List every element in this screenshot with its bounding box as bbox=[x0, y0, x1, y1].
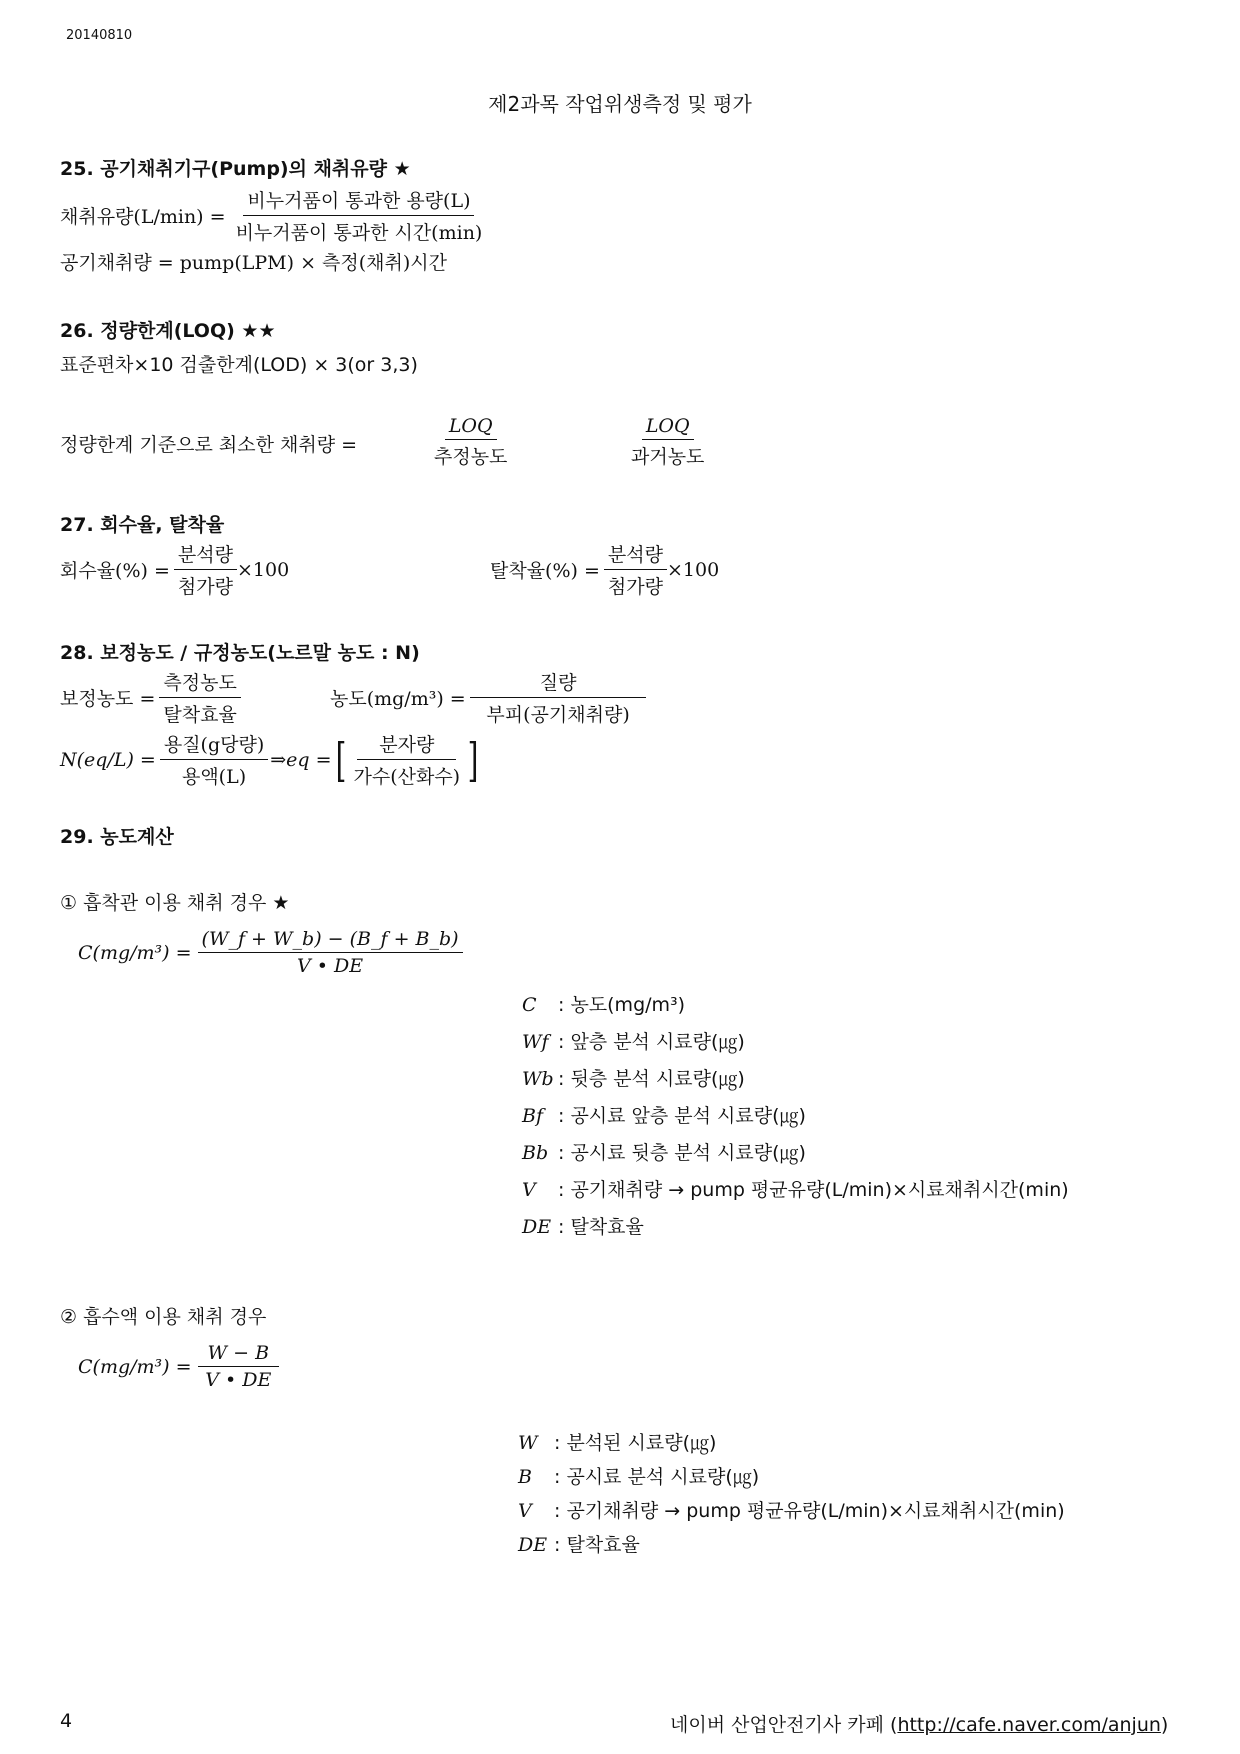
case2-legend-item bbox=[518, 1428, 1065, 1462]
case1-legend-item bbox=[522, 1064, 1069, 1101]
section-27-heading: 27. 회수율, 탈착율 bbox=[60, 514, 225, 536]
section-28-heading: 28. 보정농도 / 규정농도(노르말 농도 : N) bbox=[60, 642, 420, 664]
case1-legend-description: : 뒷층 분석 시료량(㎍) bbox=[558, 1068, 745, 1090]
corrected-concentration-formula bbox=[60, 668, 241, 727]
flow-rate-fraction bbox=[232, 186, 487, 245]
case1-legend-symbol: C bbox=[522, 994, 537, 1016]
air-sampling-volume-formula: 공기채취량 = pump(LPM) × 측정(채취)시간 bbox=[60, 252, 447, 274]
case1-numerator: (W_f + W_b) − (B_f + B_b) bbox=[198, 928, 463, 953]
case2-legend bbox=[518, 1428, 1065, 1564]
case2-legend-symbol: DE bbox=[518, 1534, 548, 1556]
normality-lhs: N(eq/L) = bbox=[60, 748, 156, 771]
case1-legend-symbol: Bb bbox=[522, 1142, 549, 1164]
case2-legend-symbol: B bbox=[518, 1466, 532, 1488]
loq-definition: 표준편차×10 검출한계(LOD) × 3(or 3,3) bbox=[60, 354, 418, 376]
case1-legend-item bbox=[522, 1027, 1069, 1064]
molecular-weight: 분자량 bbox=[357, 730, 456, 760]
case2-title: ② 흡수액 이용 채취 경우 bbox=[60, 1306, 267, 1328]
corrected-denominator: 탈착효율 bbox=[163, 704, 237, 726]
recovery-rate-lhs: 회수율(%) = bbox=[60, 560, 170, 582]
loq-numerator-2: LOQ bbox=[642, 415, 694, 440]
flow-rate-formula bbox=[60, 186, 486, 245]
case2-legend-description: : 탈착효율 bbox=[554, 1534, 640, 1556]
flow-rate-denominator: 비누거품이 통과한 시간(min) bbox=[235, 222, 483, 244]
recovery-multiplier: ×100 bbox=[236, 558, 290, 581]
case1-legend-symbol: Bf bbox=[522, 1105, 543, 1127]
case2-legend-symbol: W bbox=[518, 1432, 538, 1454]
subject-title: 제2과목 작업위생측정 및 평가 bbox=[488, 92, 752, 116]
section-29-heading: 29. 농도계산 bbox=[60, 826, 174, 848]
concentration-denominator: 부피(공기채취량) bbox=[486, 704, 630, 726]
case1-legend-item bbox=[522, 990, 1069, 1027]
past-concentration: 과거농도 bbox=[631, 446, 705, 468]
case1-title: ① 흡착관 이용 채취 경우 ★ bbox=[60, 892, 290, 914]
case2-legend-description: : 분석된 시료량(㎍) bbox=[554, 1432, 717, 1454]
footer-cafe bbox=[670, 1710, 1168, 1737]
valence: 가수(산화수) bbox=[353, 766, 461, 788]
desorption-denominator: 첨가량 bbox=[607, 576, 663, 598]
equivalent-arrow: ⇒eq = bbox=[270, 748, 332, 771]
case2-legend-item bbox=[518, 1496, 1065, 1530]
concentration-numerator: 질량 bbox=[470, 668, 647, 698]
case1-legend-item bbox=[522, 1175, 1069, 1212]
minimum-sample-volume-label: 정량한계 기준으로 최소한 채취량 = bbox=[60, 434, 358, 456]
case1-denominator: V • DE bbox=[297, 955, 364, 977]
case2-numerator: W − B bbox=[198, 1342, 280, 1367]
case2-legend-item bbox=[518, 1530, 1065, 1564]
loq-past-fraction bbox=[627, 415, 708, 469]
case1-legend bbox=[522, 990, 1069, 1249]
loq-numerator: LOQ bbox=[445, 415, 497, 440]
document-date: 20140810 bbox=[66, 28, 133, 43]
section-25-heading: 25. 공기채취기구(Pump)의 채취유량 ★ bbox=[60, 158, 411, 180]
flow-rate-lhs: 채취유량(L/min) = bbox=[60, 206, 226, 228]
concentration-lhs: 농도(mg/m³) = bbox=[330, 688, 466, 710]
case2-legend-item bbox=[518, 1462, 1065, 1496]
case2-legend-description: : 공기채취량 → pump 평균유량(L/min)×시료채취시간(min) bbox=[554, 1500, 1065, 1522]
case1-legend-description: : 앞층 분석 시료량(㎍) bbox=[558, 1031, 745, 1053]
case2-lhs: C(mg/m³) = bbox=[78, 1355, 192, 1378]
corrected-lhs: 보정농도 = bbox=[60, 688, 156, 710]
desorption-numerator: 분석량 bbox=[604, 540, 667, 570]
concentration-formula bbox=[330, 668, 646, 727]
case1-legend-item bbox=[522, 1138, 1069, 1175]
case1-legend-description: : 농도(mg/m³) bbox=[558, 994, 686, 1016]
case1-legend-description: : 공시료 앞층 분석 시료량(㎍) bbox=[558, 1105, 806, 1127]
case2-denominator: V • DE bbox=[205, 1369, 272, 1391]
equivalent-bracket: [ $\frac{\text{분자량}}{\text{가수(산화수)}}$ ] bbox=[332, 730, 483, 789]
corrected-numerator: 측정농도 bbox=[159, 668, 240, 698]
recovery-denominator: 첨가량 bbox=[177, 576, 233, 598]
normality-formula bbox=[60, 730, 482, 789]
case1-legend-symbol: Wf bbox=[522, 1031, 549, 1053]
case1-formula bbox=[78, 928, 463, 977]
case2-legend-symbol: V bbox=[518, 1500, 532, 1522]
case1-legend-symbol: DE bbox=[522, 1216, 552, 1238]
loq-estimated-fraction bbox=[430, 415, 511, 469]
case1-legend-symbol: Wb bbox=[522, 1068, 554, 1090]
cafe-link[interactable]: http://cafe.naver.com/anjun bbox=[897, 1714, 1161, 1736]
case1-legend-item bbox=[522, 1212, 1069, 1249]
desorption-rate-formula bbox=[490, 540, 719, 599]
footer-cafe-label: 네이버 산업안전기사 카페 ( bbox=[670, 1714, 898, 1736]
recovery-rate-formula bbox=[60, 540, 289, 599]
case1-legend-description: : 공시료 뒷층 분석 시료량(㎍) bbox=[558, 1142, 806, 1164]
case1-legend-symbol: V bbox=[522, 1179, 536, 1201]
section-26-heading: 26. 정량한계(LOQ) ★★ bbox=[60, 320, 276, 342]
estimated-concentration: 추정농도 bbox=[434, 446, 508, 468]
case2-formula bbox=[78, 1342, 279, 1391]
desorption-multiplier: ×100 bbox=[666, 558, 720, 581]
desorption-rate-lhs: 탈착율(%) = bbox=[490, 560, 600, 582]
case1-legend-description: : 공기채취량 → pump 평균유량(L/min)×시료채취시간(min) bbox=[558, 1179, 1069, 1201]
page-number: 4 bbox=[60, 1710, 73, 1732]
footer-close-paren: ) bbox=[1160, 1714, 1169, 1736]
case1-lhs: C(mg/m³) = bbox=[78, 941, 192, 964]
case1-legend-item bbox=[522, 1101, 1069, 1138]
normality-numerator: 용질(g당량) bbox=[160, 730, 268, 760]
normality-denominator: 용액(L) bbox=[181, 766, 247, 788]
recovery-numerator: 분석량 bbox=[174, 540, 237, 570]
flow-rate-numerator: 비누거품이 통과한 용량(L) bbox=[243, 186, 474, 216]
case1-legend-description: : 탈착효율 bbox=[558, 1216, 644, 1238]
case2-legend-description: : 공시료 분석 시료량(㎍) bbox=[554, 1466, 760, 1488]
